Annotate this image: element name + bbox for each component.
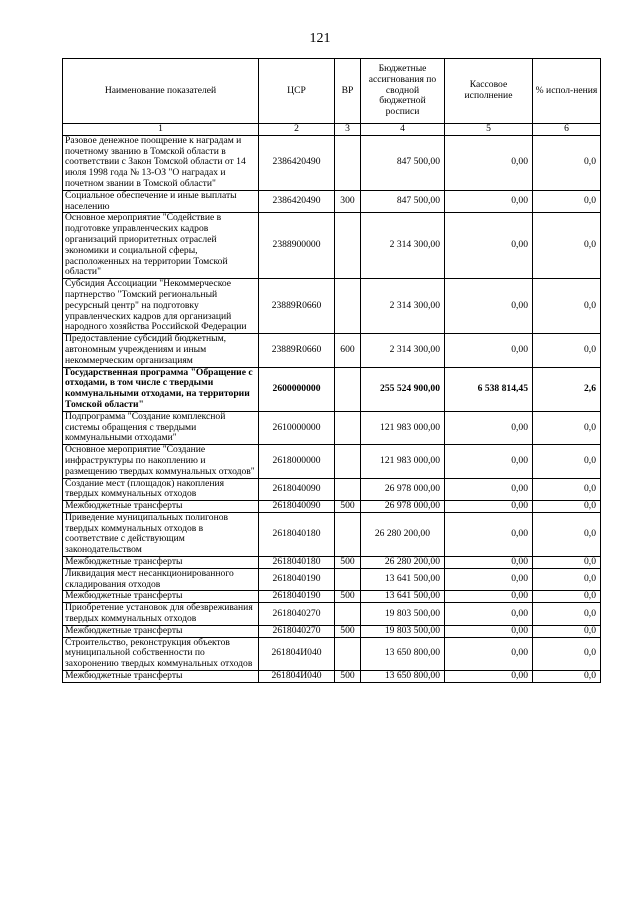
row-name: Разовое денежное поощрение к наградам и почетному званию в Томской области в соответствии с Закон Томской области от 14 июля 1998 года № 13-ОЗ "О наградах и почетном звании в Томской области" bbox=[63, 135, 259, 190]
row-cash: 0,00 bbox=[445, 478, 533, 501]
row-pct: 0,0 bbox=[533, 190, 601, 213]
table-row bbox=[63, 557, 601, 569]
row-csr: 2618040090 bbox=[259, 501, 335, 513]
row-vr: 500 bbox=[335, 625, 361, 637]
header-name: Наименование показателей bbox=[63, 59, 259, 124]
row-name: Межбюджетные трансферты bbox=[63, 501, 259, 513]
row-name: Подпрограмма "Создание комплексной системы обращения с твердыми коммунальными отходами" bbox=[63, 411, 259, 444]
row-name: Ликвидация мест несанкционированного складирования отходов bbox=[63, 568, 259, 591]
table-row bbox=[63, 501, 601, 513]
header-budget: Бюджетные ассигнования по сводной бюджетной росписи bbox=[361, 59, 445, 124]
row-name: Межбюджетные трансферты bbox=[63, 671, 259, 683]
row-budget: 847 500,00 bbox=[361, 135, 445, 190]
row-budget: 26 978 000,00 bbox=[361, 501, 445, 513]
row-cash: 0,00 bbox=[445, 591, 533, 603]
column-number: 3 bbox=[335, 124, 361, 136]
header-csr: ЦСР bbox=[259, 59, 335, 124]
row-vr bbox=[335, 279, 361, 334]
row-csr: 23889R0660 bbox=[259, 334, 335, 367]
row-cash: 0,00 bbox=[445, 213, 533, 279]
row-budget: 2 314 300,00 bbox=[361, 279, 445, 334]
row-budget: 13 641 500,00 bbox=[361, 591, 445, 603]
row-budget: 19 803 500,00 bbox=[361, 625, 445, 637]
row-csr: 2618040180 bbox=[259, 557, 335, 569]
row-vr bbox=[335, 603, 361, 626]
row-vr bbox=[335, 367, 361, 411]
table-row bbox=[63, 445, 601, 478]
row-cash: 0,00 bbox=[445, 501, 533, 513]
table-row bbox=[63, 334, 601, 367]
table-row bbox=[63, 190, 601, 213]
column-number: 2 bbox=[259, 124, 335, 136]
table-row bbox=[63, 512, 601, 556]
row-cash: 0,00 bbox=[445, 625, 533, 637]
row-pct: 0,0 bbox=[533, 637, 601, 670]
row-vr: 500 bbox=[335, 557, 361, 569]
row-csr: 2600000000 bbox=[259, 367, 335, 411]
row-budget: 13 650 800,00 bbox=[361, 671, 445, 683]
row-vr bbox=[335, 445, 361, 478]
row-cash: 0,00 bbox=[445, 568, 533, 591]
row-cash: 0,00 bbox=[445, 512, 533, 556]
row-cash: 0,00 bbox=[445, 334, 533, 367]
row-vr bbox=[335, 478, 361, 501]
row-csr: 2618040180 bbox=[259, 512, 335, 556]
row-cash: 0,00 bbox=[445, 603, 533, 626]
row-name: Создание мест (площадок) накопления твердых коммунальных отходов bbox=[63, 478, 259, 501]
header-cash: Кассовое исполнение bbox=[445, 59, 533, 124]
column-number: 5 bbox=[445, 124, 533, 136]
row-name: Межбюджетные трансферты bbox=[63, 557, 259, 569]
row-budget: 26 978 000,00 bbox=[361, 478, 445, 501]
row-name: Строительство, реконструкция объектов муниципальной собственности по захоронению твердых коммунальных отходов bbox=[63, 637, 259, 670]
row-vr bbox=[335, 512, 361, 556]
column-number: 1 bbox=[63, 124, 259, 136]
row-vr bbox=[335, 568, 361, 591]
table-row bbox=[63, 591, 601, 603]
row-name: Межбюджетные трансферты bbox=[63, 625, 259, 637]
row-cash: 0,00 bbox=[445, 445, 533, 478]
table-row bbox=[63, 478, 601, 501]
row-pct: 0,0 bbox=[533, 591, 601, 603]
row-pct: 0,0 bbox=[533, 512, 601, 556]
row-csr: 2386420490 bbox=[259, 135, 335, 190]
row-pct: 0,0 bbox=[533, 568, 601, 591]
row-csr: 2618040190 bbox=[259, 591, 335, 603]
row-vr bbox=[335, 637, 361, 670]
row-name: Приобретение установок для обезвреживания твердых коммунальных отходов bbox=[63, 603, 259, 626]
row-name: Основное мероприятие "Содействие в подготовке управленческих кадров организаций приоритетных отраслей экономики и социальной сферы, расположенных на территории Томской области" bbox=[63, 213, 259, 279]
row-csr: 2386420490 bbox=[259, 190, 335, 213]
row-pct: 0,0 bbox=[533, 501, 601, 513]
table-row bbox=[63, 279, 601, 334]
row-budget: 13 650 800,00 bbox=[361, 637, 445, 670]
row-pct: 0,0 bbox=[533, 445, 601, 478]
row-pct: 0,0 bbox=[533, 213, 601, 279]
row-vr bbox=[335, 135, 361, 190]
row-name: Предоставление субсидий бюджетным, автономным учреждениям и иным некоммерческим организациям bbox=[63, 334, 259, 367]
row-name: Субсидия Ассоциации "Некоммерческое партнерство "Томский региональный ресурсный центр" на подготовку управленческих кадров для организаций народного хозяйства Российской Федерации bbox=[63, 279, 259, 334]
row-pct: 0,0 bbox=[533, 603, 601, 626]
row-csr: 2618040270 bbox=[259, 603, 335, 626]
row-cash: 0,00 bbox=[445, 411, 533, 444]
row-csr: 2388900000 bbox=[259, 213, 335, 279]
table-row bbox=[63, 637, 601, 670]
row-vr: 300 bbox=[335, 190, 361, 213]
column-number: 6 bbox=[533, 124, 601, 136]
row-cash: 0,00 bbox=[445, 190, 533, 213]
row-csr: 2618040090 bbox=[259, 478, 335, 501]
row-vr: 500 bbox=[335, 671, 361, 683]
row-name: Приведение муниципальных полигонов твердых коммунальных отходов в соответствие с действующим законодательством bbox=[63, 512, 259, 556]
row-cash: 0,00 bbox=[445, 557, 533, 569]
row-budget: 121 983 000,00 bbox=[361, 445, 445, 478]
row-budget: 121 983 000,00 bbox=[361, 411, 445, 444]
row-vr: 600 bbox=[335, 334, 361, 367]
table-row bbox=[63, 603, 601, 626]
table-row-program bbox=[63, 367, 601, 411]
row-name: Социальное обеспечение и иные выплаты населению bbox=[63, 190, 259, 213]
row-vr: 500 bbox=[335, 591, 361, 603]
table-row bbox=[63, 625, 601, 637]
row-csr: 2618040270 bbox=[259, 625, 335, 637]
row-vr bbox=[335, 411, 361, 444]
row-csr: 261804И040 bbox=[259, 637, 335, 670]
row-csr: 2618000000 bbox=[259, 445, 335, 478]
row-cash: 0,00 bbox=[445, 671, 533, 683]
column-number-row bbox=[63, 124, 601, 136]
row-cash: 0,00 bbox=[445, 279, 533, 334]
table-row bbox=[63, 671, 601, 683]
row-budget: 26 280 200,00 bbox=[361, 557, 445, 569]
row-pct: 0,0 bbox=[533, 334, 601, 367]
header-pct: % испол-нения bbox=[533, 59, 601, 124]
row-cash: 0,00 bbox=[445, 637, 533, 670]
row-cash: 6 538 814,45 bbox=[445, 367, 533, 411]
row-pct: 0,0 bbox=[533, 625, 601, 637]
row-pct: 0,0 bbox=[533, 671, 601, 683]
page-number: 121 bbox=[309, 31, 331, 46]
row-budget: 13 641 500,00 bbox=[361, 568, 445, 591]
header-row bbox=[63, 59, 601, 124]
table-row bbox=[63, 411, 601, 444]
row-name: Государственная программа "Обращение с отходами, в том числе с твердыми коммунальными отходами, на территории Томской области" bbox=[63, 367, 259, 411]
row-pct: 0,0 bbox=[533, 279, 601, 334]
header-vr: ВР bbox=[335, 59, 361, 124]
row-budget: 19 803 500,00 bbox=[361, 603, 445, 626]
row-budget: 2 314 300,00 bbox=[361, 334, 445, 367]
row-vr bbox=[335, 213, 361, 279]
row-pct: 0,0 bbox=[533, 478, 601, 501]
row-budget: 2 314 300,00 bbox=[361, 213, 445, 279]
table-row bbox=[63, 213, 601, 279]
row-cash: 0,00 bbox=[445, 135, 533, 190]
row-csr: 2610000000 bbox=[259, 411, 335, 444]
row-csr: 261804И040 bbox=[259, 671, 335, 683]
row-csr: 23889R0660 bbox=[259, 279, 335, 334]
table-row bbox=[63, 568, 601, 591]
row-pct: 0,0 bbox=[533, 557, 601, 569]
row-csr: 2618040190 bbox=[259, 568, 335, 591]
row-vr: 500 bbox=[335, 501, 361, 513]
row-name: Основное мероприятие "Создание инфраструктуры по накоплению и размещению твердых коммунальных отходов" bbox=[63, 445, 259, 478]
row-budget: 26 280 200,00 bbox=[361, 512, 445, 556]
row-budget: 255 524 900,00 bbox=[361, 367, 445, 411]
column-number: 4 bbox=[361, 124, 445, 136]
row-pct: 0,0 bbox=[533, 135, 601, 190]
budget-table bbox=[62, 58, 601, 683]
row-name: Межбюджетные трансферты bbox=[63, 591, 259, 603]
table-row bbox=[63, 135, 601, 190]
row-pct: 0,0 bbox=[533, 411, 601, 444]
row-budget: 847 500,00 bbox=[361, 190, 445, 213]
row-pct: 2,6 bbox=[533, 367, 601, 411]
